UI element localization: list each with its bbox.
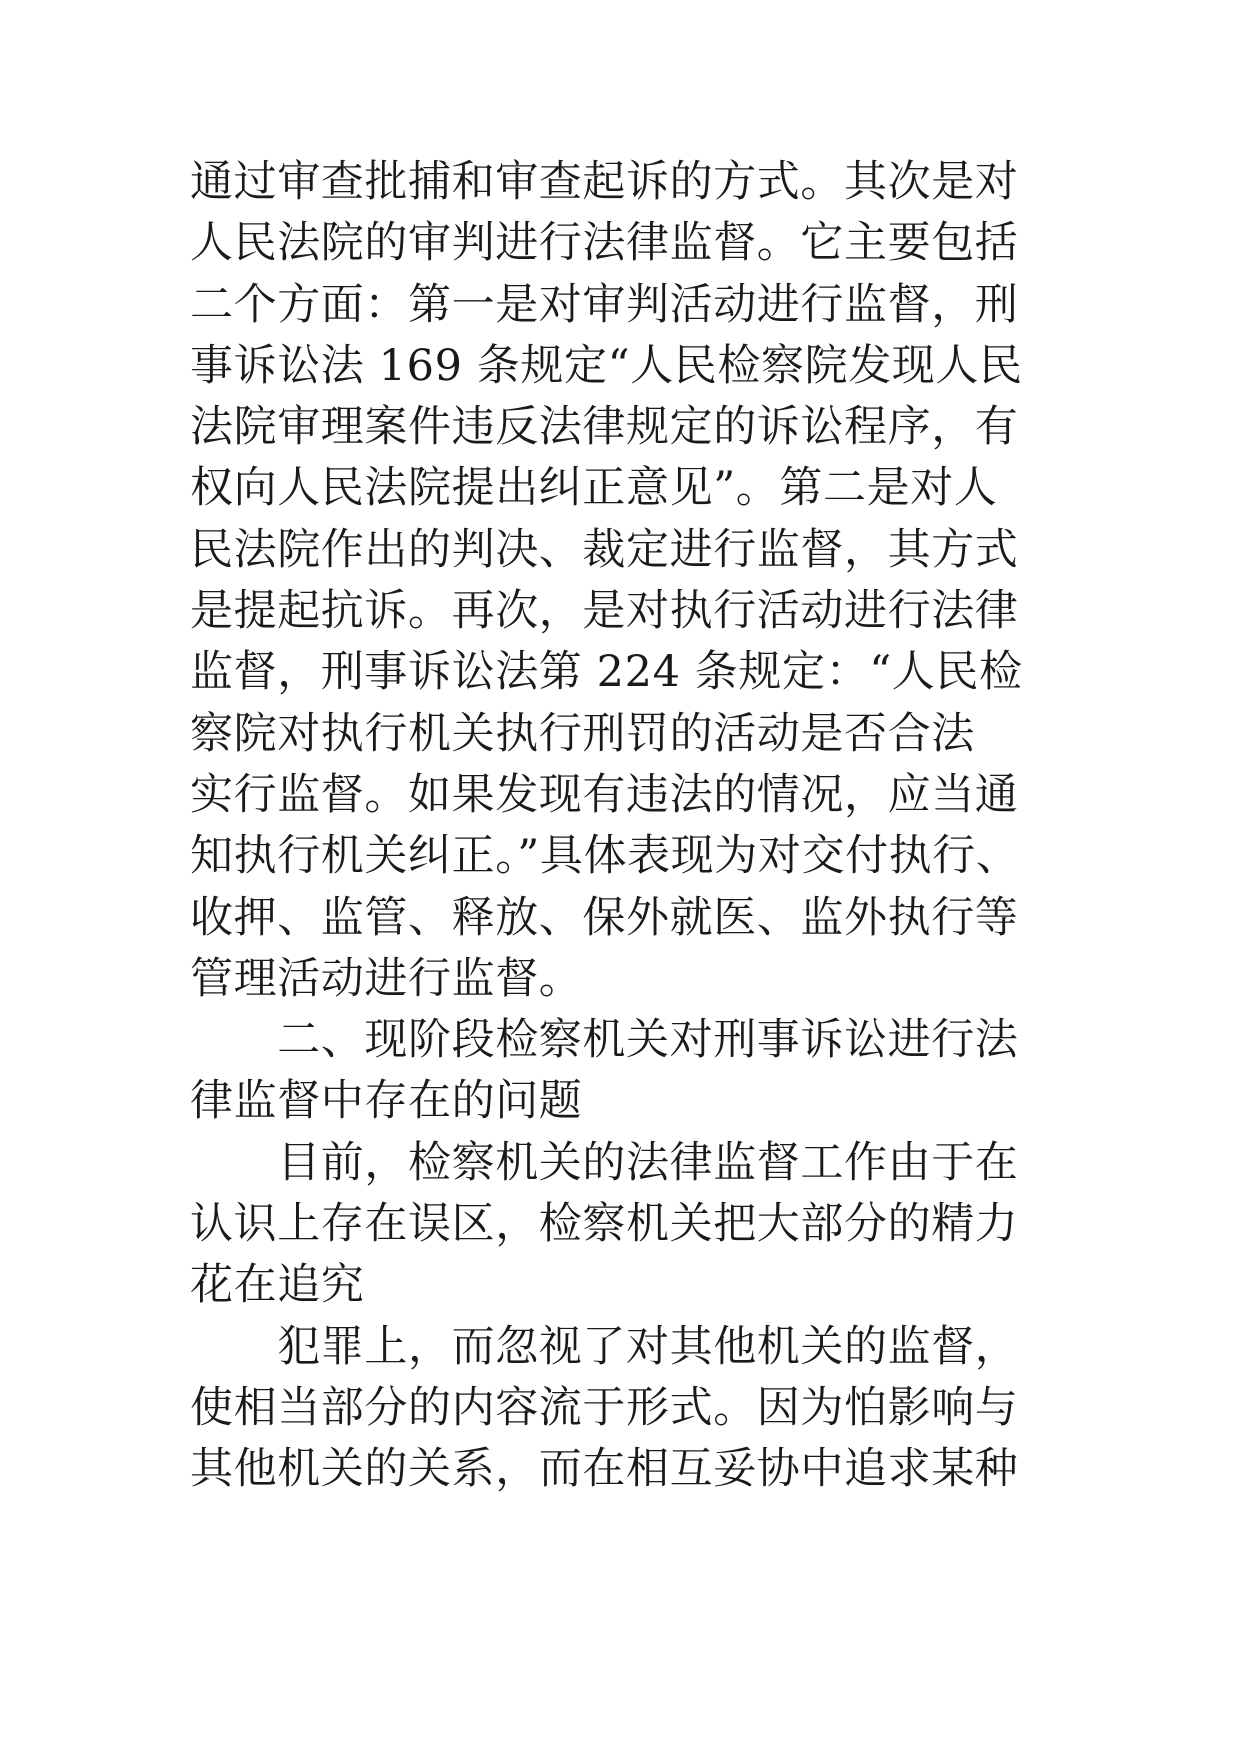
text-line: 事诉讼法 169 条规定“人民检察院发现人民 <box>190 340 1023 391</box>
text-line: 管理活动进行监督。 <box>190 953 583 1004</box>
text-line: 花在追究 <box>190 1260 365 1311</box>
section-heading-line: 律监督中存在的问题 <box>190 1076 583 1127</box>
text-line: 二个方面：第一是对审判活动进行监督，刑 <box>190 279 1019 330</box>
text-line: 权向人民法院提出纠正意见”。第二是对人 <box>190 463 998 514</box>
text-line: 使相当部分的内容流于形式。因为怕影响与 <box>190 1382 1019 1433</box>
text-line: 目前，检察机关的法律监督工作由于在 <box>190 1137 1019 1188</box>
text-line: 是提起抗诉。再次，是对执行活动进行法律 <box>190 586 1019 637</box>
text-line: 其他机关的关系，而在相互妥协中追求某种 <box>190 1444 1019 1495</box>
body-text <box>190 152 1070 1501</box>
text-line: 实行监督。如果发现有违法的情况，应当通 <box>190 769 1019 820</box>
text-line: 察院对执行机关执行刑罚的活动是否合法 <box>190 708 975 759</box>
section-heading-line: 二、现阶段检察机关对刑事诉讼进行法 <box>190 1015 1019 1066</box>
text-line: 收押、监管、释放、保外就医、监外执行等 <box>190 892 1019 943</box>
text-line: 通过审查批捕和审查起诉的方式。其次是对 <box>190 157 1019 207</box>
text-line: 民法院作出的判决、裁定进行监督，其方式 <box>190 524 1019 575</box>
text-line: 知执行机关纠正。”具体表现为对交付执行、 <box>190 831 1020 882</box>
text-line: 犯罪上，而忽视了对其他机关的监督， <box>190 1321 1019 1372</box>
text-line: 法院审理案件违反法律规定的诉讼程序，有 <box>190 402 1019 453</box>
text-line: 认识上存在误区，检察机关把大部分的精力 <box>190 1199 1019 1250</box>
text-line: 人民法院的审判进行法律监督。它主要包括 <box>190 218 1019 269</box>
text-line: 监督，刑事诉讼法第 224 条规定：“人民检 <box>190 647 1023 698</box>
